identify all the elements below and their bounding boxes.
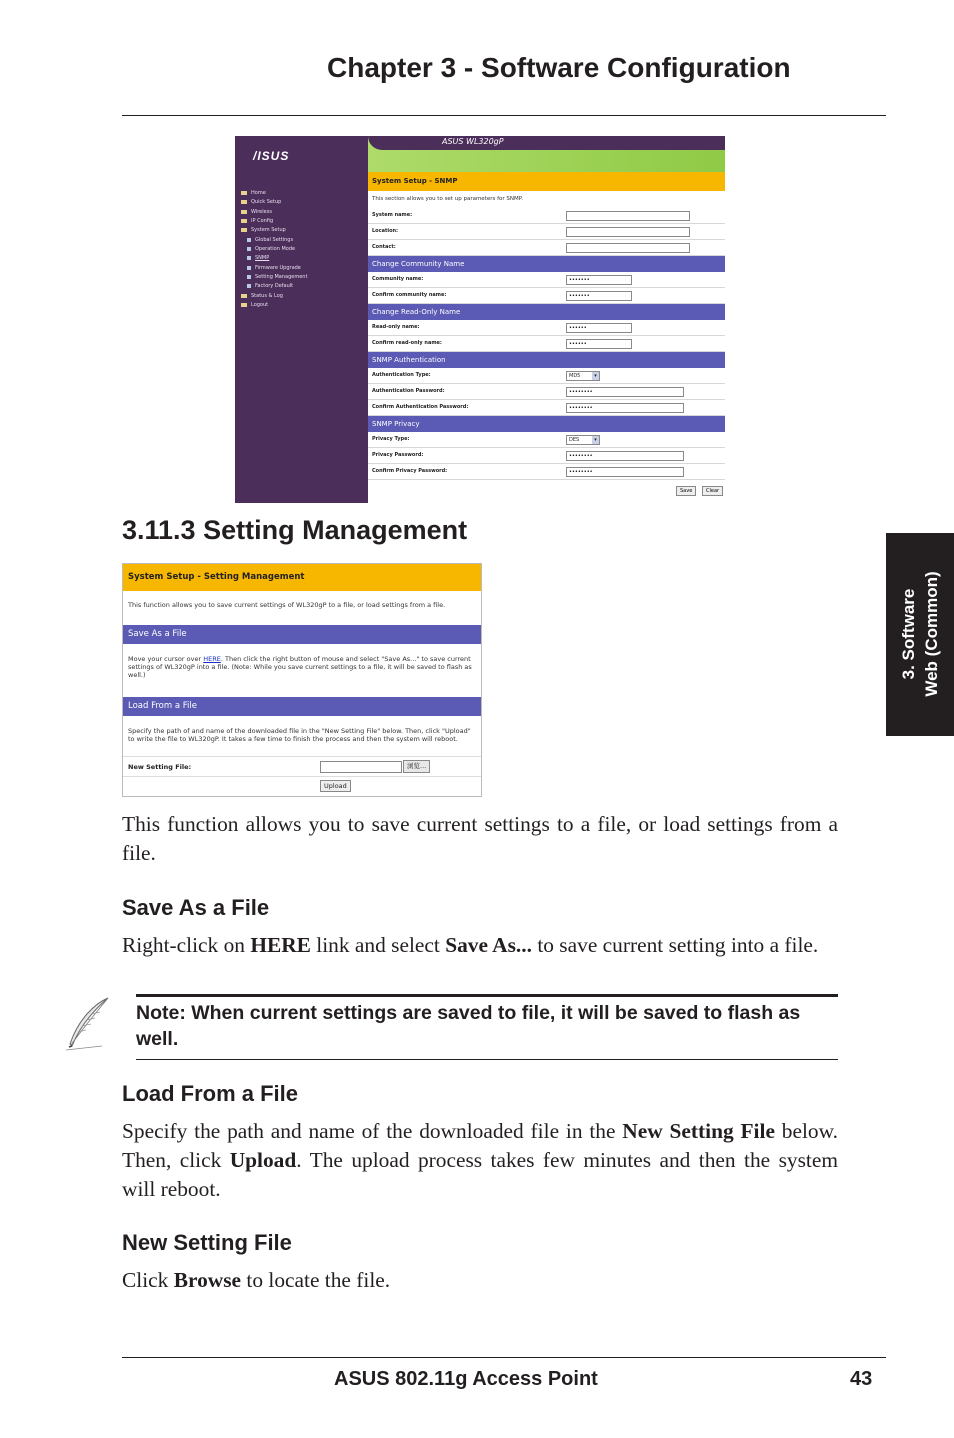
snmp-title: System Setup - SNMP <box>368 172 725 191</box>
new-setting-file-heading: New Setting File <box>122 1230 292 1255</box>
nav-item-status-log[interactable]: Status & Log <box>241 293 283 299</box>
chapter-side-tab <box>886 533 954 736</box>
note-rule-top <box>136 994 838 997</box>
form-row: Read-only name: •••••• <box>368 320 725 336</box>
community-band: Change Community Name <box>368 256 725 272</box>
note-rule-bottom <box>136 1059 838 1060</box>
header-rule <box>122 115 886 116</box>
confirm-community-field[interactable]: ••••••• <box>566 291 632 301</box>
folder-open-icon <box>241 228 247 232</box>
chevron-down-icon: ▾ <box>592 372 599 380</box>
setting-management-screenshot <box>122 563 482 797</box>
privacy-band: SNMP Privacy <box>368 416 725 432</box>
nav-item-setting-management[interactable]: Setting Management <box>247 274 307 280</box>
folder-icon <box>241 191 247 195</box>
contact-field[interactable] <box>566 243 690 253</box>
page-icon <box>247 238 251 242</box>
location-field[interactable] <box>566 227 690 237</box>
auth-password-field[interactable]: •••••••• <box>566 387 684 397</box>
side-tab-line2: Web (Common) <box>922 571 941 697</box>
nav-item-global-settings[interactable]: Global Settings <box>247 237 293 243</box>
confirm-auth-password-field[interactable]: •••••••• <box>566 403 684 413</box>
auth-type-select[interactable]: MD5 ▾ <box>566 371 600 381</box>
privacy-type-select[interactable]: DES ▾ <box>566 435 600 445</box>
community-name-field[interactable]: ••••••• <box>566 275 632 285</box>
nav-item-wireless[interactable]: Wireless <box>241 209 272 215</box>
load-instructions: Specify the path of and name of the downloaded file in the "New Setting File" below. Then, click "Upload" to write the file to WL320gP. It takes a few time to finish the process and then the system will reboot. <box>128 727 471 743</box>
snmp-description: This section allows you to set up parameters for SNMP. <box>372 196 523 202</box>
footer-title: ASUS 802.11g Access Point <box>334 1368 598 1390</box>
footer-rule <box>122 1357 886 1358</box>
asus-logo: /ISUS <box>253 149 290 163</box>
form-row: Confirm Privacy Password: •••••••• <box>368 464 725 480</box>
clear-button[interactable]: Clear <box>702 486 723 496</box>
system-name-field[interactable] <box>566 211 690 221</box>
intro-paragraph: This function allows you to save current settings to a file, or load settings from a file. <box>122 812 838 865</box>
load-band: Load From a File <box>123 697 481 716</box>
folder-icon <box>241 210 247 214</box>
form-row: Authentication Type: MD5 ▾ <box>368 368 725 384</box>
form-row: Confirm read-only name: •••••• <box>368 336 725 352</box>
section-heading: 3.11.3 Setting Management <box>122 515 468 545</box>
snmp-screenshot <box>235 136 725 503</box>
save-instructions: Move your cursor over HERE. Then click the right button of mouse and select "Save As..." to save current settings of WL320gP into a file. (Note: While you save current settings to a file, it will be saved to flash as well.) <box>128 655 472 679</box>
folder-icon <box>241 303 247 307</box>
new-setting-file-paragraph: Click Browse to locate the file. <box>122 1268 391 1292</box>
here-link[interactable]: HERE <box>203 655 221 663</box>
save-band: Save As a File <box>123 625 481 644</box>
confirm-privacy-password-field[interactable]: •••••••• <box>566 467 684 477</box>
load-heading: Load From a File <box>122 1081 299 1106</box>
upload-button[interactable]: Upload <box>320 780 351 792</box>
nav-item-logout[interactable]: Logout <box>241 302 268 308</box>
form-row: Authentication Password: •••••••• <box>368 384 725 400</box>
form-row: Privacy Password: •••••••• <box>368 448 725 464</box>
form-row: Location: <box>368 224 725 240</box>
folder-icon <box>241 200 247 204</box>
page-icon <box>247 275 251 279</box>
form-row: System name: <box>368 208 725 224</box>
form-row: Privacy Type: DES ▾ <box>368 432 725 448</box>
load-paragraph: Specify the path and name of the downloaded file in the New Setting File below. Then, click Upload. The upload process takes few minutes and then the system will reboot. <box>122 1119 839 1201</box>
new-setting-file-input[interactable] <box>320 761 402 773</box>
chapter-title: Chapter 3 - Software Configuration <box>327 52 791 83</box>
folder-icon <box>241 219 247 223</box>
nav-item-snmp[interactable]: SNMP <box>247 255 269 261</box>
nav-item-factory-default[interactable]: Factory Default <box>247 283 293 289</box>
nav-item-quick-setup[interactable]: Quick Setup <box>241 199 281 205</box>
new-setting-label: New Setting File: <box>128 763 192 771</box>
form-row: Community name: ••••••• <box>368 272 725 288</box>
page-icon <box>247 266 251 270</box>
setting-intro: This function allows you to save current settings of WL320gP to a file, or load settings from a file. <box>128 601 446 609</box>
form-row: Confirm Authentication Password: •••••••• <box>368 400 725 416</box>
readonly-band: Change Read-Only Name <box>368 304 725 320</box>
nav-item-firmware-upgrade[interactable]: Firmware Upgrade <box>247 265 301 271</box>
form-row: Contact: <box>368 240 725 256</box>
model-name: ASUS WL320gP <box>442 137 504 146</box>
page-icon <box>247 247 251 251</box>
folder-icon <box>241 294 247 298</box>
nav-item-system-setup[interactable]: System Setup <box>241 227 286 233</box>
note-text: Note: When current settings are saved to file, it will be saved to flash as well. <box>136 1002 801 1050</box>
setting-title: System Setup - Setting Management <box>123 564 481 591</box>
form-row: Confirm community name: ••••••• <box>368 288 725 304</box>
chevron-down-icon: ▾ <box>592 436 599 444</box>
auth-band: SNMP Authentication <box>368 352 725 368</box>
save-paragraph: Right-click on HERE link and select Save As... to save current setting into a file. <box>122 933 819 957</box>
readonly-name-field[interactable]: •••••• <box>566 323 632 333</box>
nav-sidebar <box>235 136 368 503</box>
confirm-readonly-field[interactable]: •••••• <box>566 339 632 349</box>
nav-item-ip-config[interactable]: IP Config <box>241 218 273 224</box>
save-button[interactable]: Save <box>676 486 696 496</box>
new-setting-row <box>123 756 481 777</box>
save-heading: Save As a File <box>122 895 270 920</box>
page-icon <box>247 284 251 288</box>
top-banner-band <box>368 136 725 150</box>
browse-button[interactable]: 浏览... <box>403 760 430 773</box>
nav-item-operation-mode[interactable]: Operation Mode <box>247 246 295 252</box>
page-number: 43 <box>850 1368 873 1390</box>
side-tab-line1: 3. Software <box>899 588 918 680</box>
privacy-password-field[interactable]: •••••••• <box>566 451 684 461</box>
nav-item-home[interactable]: Home <box>241 190 266 196</box>
feather-pen-icon <box>64 996 112 1052</box>
page-icon <box>247 256 251 260</box>
